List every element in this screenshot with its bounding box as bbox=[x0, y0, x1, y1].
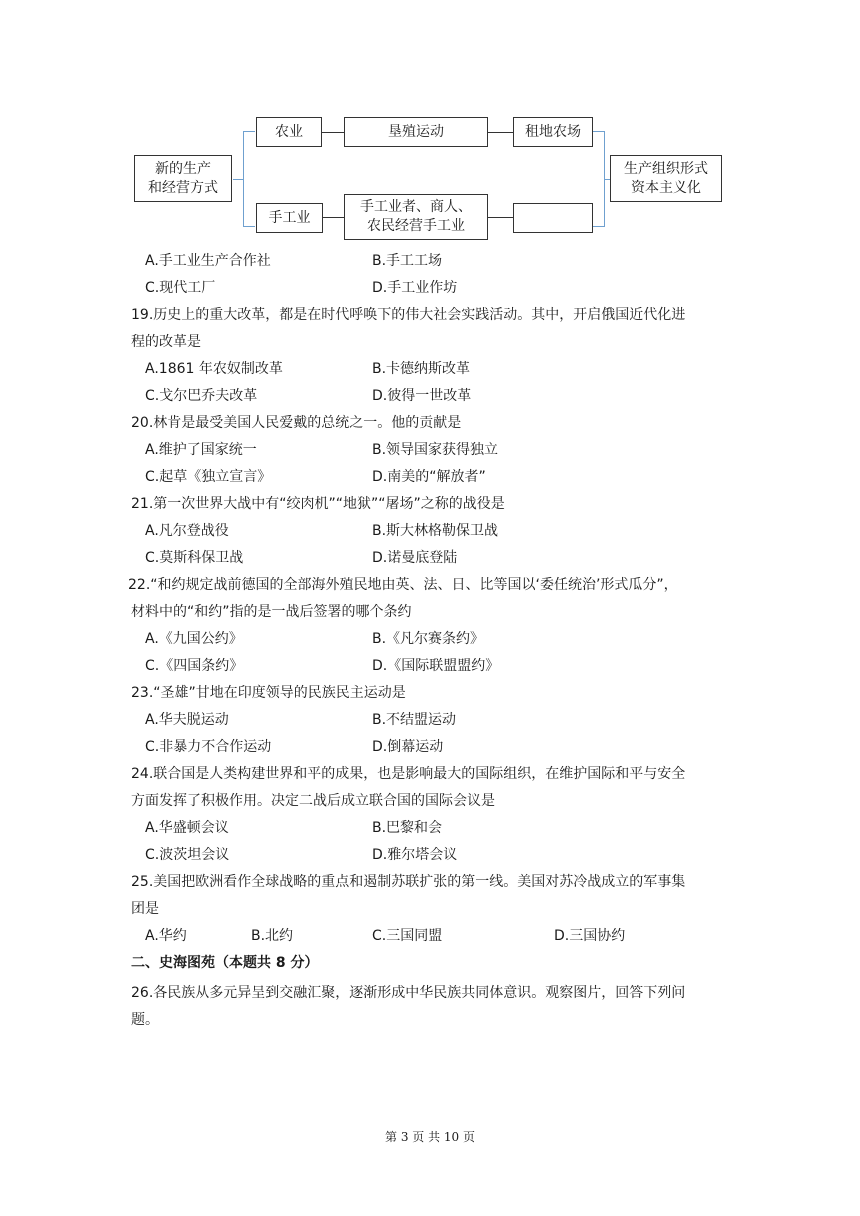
q18-option-c: C.现代工厂 bbox=[145, 280, 216, 296]
q18-option-b: B.手工工场 bbox=[372, 253, 443, 269]
diagram-tenant-farm-box: 租地农场 bbox=[513, 117, 593, 147]
q19-option-a: A.1861 年农奴制改革 bbox=[145, 361, 283, 377]
right-bracket bbox=[593, 131, 605, 227]
q23-stem: 23.“圣雄”甘地在印度领导的民族民主运动是 bbox=[131, 685, 406, 701]
q26-stem: 26.各民族从多元异呈到交融汇聚，逐渐形成中华民族共同体意识。观察图片，回答下列问 bbox=[131, 985, 686, 1001]
connector bbox=[488, 132, 513, 133]
q22-stem-cont: 材料中的“和约”指的是一战后签署的哪个条约 bbox=[131, 604, 412, 620]
q25-stem: 25.美国把欧洲看作全球战略的重点和遏制苏联扩张的第一线。美国对苏冷战成立的军事集 bbox=[131, 874, 686, 890]
diagram-agriculture-box: 农业 bbox=[256, 117, 322, 147]
left-bracket-tick bbox=[233, 179, 243, 180]
diagram-handicraft-actors-box: 手工业者、商人、 农民经营手工业 bbox=[344, 194, 488, 240]
q18-option-a: A.手工业生产合作社 bbox=[145, 253, 271, 269]
q25-option-d: D.三国协约 bbox=[554, 928, 626, 944]
q24-option-d: D.雅尔塔会议 bbox=[372, 847, 458, 863]
q24-option-a: A.华盛顿会议 bbox=[145, 820, 229, 836]
diagram-handicraft-box: 手工业 bbox=[256, 203, 323, 233]
q24-option-b: B.巴黎和会 bbox=[372, 820, 443, 836]
q20-option-c: C.起草《独立宣言》 bbox=[145, 469, 272, 485]
page-footer: 第 3 页 共 10 页 bbox=[385, 1130, 475, 1144]
q22-option-a: A.《九国公约》 bbox=[145, 631, 243, 647]
q25-option-a: A.华约 bbox=[145, 928, 187, 944]
q22-stem: 22.“和约规定战前德国的全部海外殖民地由英、法、日、比等国以‘委任统治’形式瓜分”， bbox=[128, 577, 678, 593]
q21-option-d: D.诺曼底登陆 bbox=[372, 550, 458, 566]
q22-option-d: D.《国际联盟盟约》 bbox=[372, 658, 500, 674]
diagram-right-box: 生产组织形式 资本主义化 bbox=[610, 155, 722, 202]
q21-stem: 21.第一次世界大战中有“绞肉机”“地狱”“屠场”之称的战役是 bbox=[131, 496, 505, 512]
q23-option-b: B.不结盟运动 bbox=[372, 712, 457, 728]
q23-option-c: C.非暴力不合作运动 bbox=[145, 739, 272, 755]
left-bracket bbox=[243, 131, 255, 227]
q20-stem: 20.林肯是最受美国人民爱戴的总统之一。他的贡献是 bbox=[131, 415, 462, 431]
connector bbox=[322, 132, 344, 133]
q18-option-d: D.手工业作坊 bbox=[372, 280, 458, 296]
section-2-heading: 二、史海图苑（本题共 8 分） bbox=[131, 955, 319, 971]
q19-stem: 19.历史上的重大改革，都是在时代呼唤下的伟大社会实践活动。其中，开启俄国近代化进 bbox=[131, 307, 686, 323]
diagram-left-box: 新的生产 和经营方式 bbox=[134, 155, 232, 202]
q19-option-d: D.彼得一世改革 bbox=[372, 388, 472, 404]
q21-option-a: A.凡尔登战役 bbox=[145, 523, 229, 539]
diagram-blank-box bbox=[513, 203, 593, 233]
connector bbox=[323, 217, 344, 218]
q25-option-c: C.三国同盟 bbox=[372, 928, 443, 944]
q22-option-c: C.《四国条约》 bbox=[145, 658, 244, 674]
q26-stem-cont: 题。 bbox=[131, 1012, 159, 1028]
q25-option-b: B.北约 bbox=[251, 928, 294, 944]
q25-stem-cont: 团是 bbox=[131, 901, 159, 917]
q24-stem: 24.联合国是人类构建世界和平的成果，也是影响最大的国际组织，在维护国际和平与安全 bbox=[131, 766, 686, 782]
diagram-reclamation-box: 垦殖运动 bbox=[344, 117, 488, 147]
q23-option-d: D.倒幕运动 bbox=[372, 739, 444, 755]
q20-option-b: B.领导国家获得独立 bbox=[372, 442, 499, 458]
q22-option-b: B.《凡尔赛条约》 bbox=[372, 631, 485, 647]
q20-option-a: A.维护了国家统一 bbox=[145, 442, 257, 458]
q19-stem-cont: 程的改革是 bbox=[131, 334, 201, 350]
q20-option-d: D.南美的“解放者” bbox=[372, 469, 486, 485]
q21-option-b: B.斯大林格勒保卫战 bbox=[372, 523, 499, 539]
q24-option-c: C.波茨坦会议 bbox=[145, 847, 230, 863]
q24-stem-cont: 方面发挥了积极作用。决定二战后成立联合国的国际会议是 bbox=[131, 793, 495, 809]
q23-option-a: A.华夫脱运动 bbox=[145, 712, 229, 728]
connector bbox=[488, 217, 513, 218]
q19-option-c: C.戈尔巴乔夫改革 bbox=[145, 388, 258, 404]
q21-option-c: C.莫斯科保卫战 bbox=[145, 550, 244, 566]
q19-option-b: B.卡德纳斯改革 bbox=[372, 361, 471, 377]
